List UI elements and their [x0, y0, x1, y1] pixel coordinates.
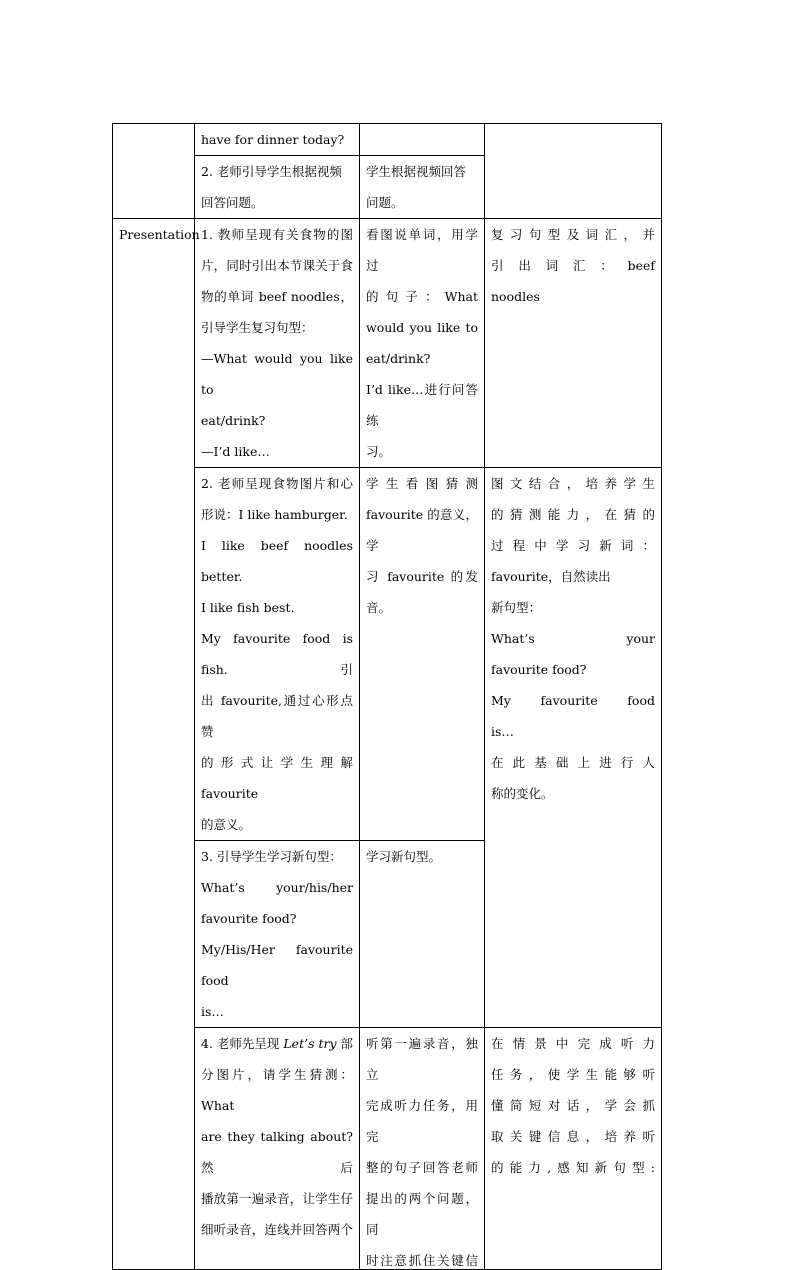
- student-activity-cell: 听第一遍录音，独立 完成听力任务，用完 整的句子回答老师 提出的两个问题，同 时注意抓住关键信: [360, 1028, 485, 1270]
- student-activity-cell: 学生根据视频回答 问题。: [360, 156, 485, 219]
- student-activity-cell: 学习新句型。: [360, 841, 485, 1028]
- teacher-activity-cell: 3. 引导学生学习新句型： What’s your/his/her favourite food? My/His/Her favourite food is…: [195, 841, 360, 1028]
- purpose-cell-empty: [485, 124, 662, 219]
- student-activity-cell: 学 生 看 图 猜 测 favourite 的意义，学 习 favourite 的发音。: [360, 468, 485, 841]
- teacher-activity-cell: have for dinner today?: [195, 124, 360, 156]
- table-row: [113, 1028, 662, 1270]
- stage-cell-empty: [113, 124, 195, 219]
- stage-cell: [113, 219, 200, 1270]
- student-activity-cell: [360, 124, 485, 156]
- table-row: [113, 468, 662, 841]
- stage-label: Presentation: [119, 227, 200, 242]
- teacher-activity-cell: 1. 教师呈现有关食物的图 片，同时引出本节课关于食 物的单词 beef noodles， 引导学生复习句型： —What would you like to eat/drink? —I’d like…: [195, 219, 360, 468]
- purpose-cell: 复习句型及词汇，并 引 出 词 汇 ： beef noodles: [485, 219, 662, 468]
- teacher-activity-cell: 2. 老师呈现食物图片和心 形说：I like hamburger. I like beef noodles better. I like fish best. My favourite food is fish.引 出 favourite,通过心形点赞 的形式让学生理解 favourite 的意义。: [195, 468, 360, 841]
- teacher-activity-cell: 4. 老师先呈现 Let’s try 部 分图片，请学生猜测：What are they talking about?然后 播放第一遍录音，让学生仔 细听录音，连线并回答两个: [195, 1028, 360, 1270]
- table-row: [113, 124, 662, 156]
- purpose-cell: 在情景中完成听力 任务，使学生能够听 懂简短对话，学会抓 取关键信息，培养听 的能力,感知新句型:: [485, 1028, 662, 1270]
- teacher-activity-cell: 2. 老师引导学生根据视频 回答问题。: [195, 156, 360, 219]
- lets-try-title: Let’s try: [283, 1036, 337, 1051]
- table-row: [113, 219, 662, 468]
- student-activity-cell: 看图说单词，用学过 的 句 子 ： What would you like to eat/drink? I’d like…进行问答练 习。: [360, 219, 485, 468]
- purpose-cell: 图文结合，培养学生 的猜测能力，在猜的 过程中学习新词： favourite，自然读出 新句型： What’s your favourite food? My favourite food is… 在此基础上进行人 称的变化。: [485, 468, 662, 1028]
- lesson-plan-table: [112, 123, 662, 1270]
